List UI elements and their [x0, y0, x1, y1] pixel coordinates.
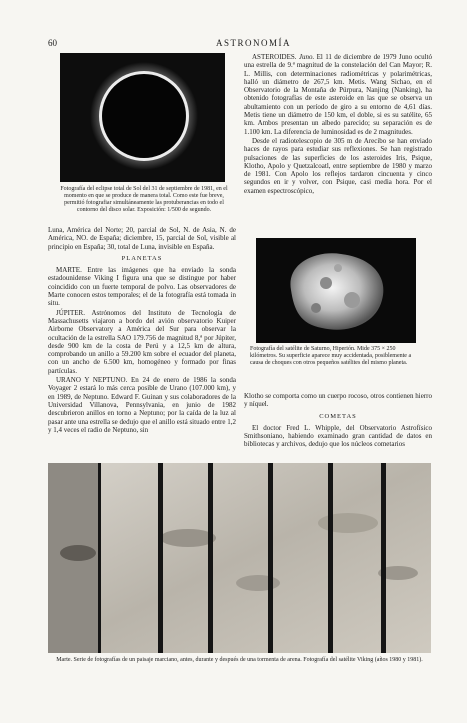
- asteroides-text: El 11 de diciembre de 1979 Juno ocultó una estrella de 9.ª magnitud de la constelación del Can Mayor; R. L. Millis, con determinaciones radiométricas y polarimétricas, halló un diámetro de 267,5 km. Metis. Wang Sichao, en el Observatorio de la Montaña de Púrpura, Nanjing (Nanking), ha obtenido fotografías de este asteroide en las que se observa un abultamiento con un período de giro a su entorno de 4,61 días. Metis tiene un diámetro de 150 km, el doble, si es su satélite, 65 km. Ambos presentan un albedo parecido; su separación es de 1.100 km. La diferencia de luminosidad es de 2 magnitudes.: [244, 53, 432, 136]
- marte-paragraph: [48, 266, 236, 307]
- marte-text: Entre las imágenes que ha enviado la sonda estadounidense Viking I figura una que se distingue por haber coincidido con un fuerte temporal de polvo. Las observadores de Marte conocen estos temporales; el de la fotografía está tomada in situ.: [48, 266, 237, 308]
- juno-label: Juno.: [298, 53, 315, 61]
- arecibo-paragraph: Desde el radiotelescopio de 305 m de Arecibo se han enviado haces de rayos para estudiar sus reflexiones. Se han registrado pulsaciones de las superficies de los asteroides Iris, Psique, Klotho, Apolo y Quetzalcoatl, entre septiembre de 1980 y marzo de 1981. Con Apolo los reflejos tardaron cincuenta y cinco segundos en ir y volver, con Psique, casi media hora. Por el examen espectroscópico,: [244, 136, 432, 195]
- mars-image: [48, 463, 431, 653]
- hyperion-photo: [256, 238, 416, 343]
- urano-paragraph: [48, 376, 236, 434]
- planetas-heading: PLANETAS: [121, 254, 163, 262]
- right-column-bottom: [244, 392, 432, 450]
- urano-label: URANO Y NEPTUNO.: [56, 376, 128, 385]
- jupiter-text: Astrónomos del Instituto de Tecnología de Massachusetts viajaron a bordo del avión observatorio Kuiper Airborne Observatory a América del Sur para observar la ocultación de la estrella SAO 179.756 de magnitud 8,ª por Júpiter, desde 900 km de la costa de Perú y a 12,5 km de altura, comprobando un anillo a 59.200 km sobre el ecuador del planeta, con un ancho de 6.500 km, homogéneo y formado por finas partículas.: [48, 308, 236, 375]
- cometas-heading: COMETAS: [319, 412, 357, 420]
- asteroides-label: ASTEROIDES.: [252, 53, 297, 61]
- eclipse-list-text: Luna, América del Norte; 20, parcial de Sol, N. de Asia, N. de América, NO. de España; diciembre, 15, parcial de Sol, visible al principio en España; 30, total de Luna, invisible en España.: [48, 226, 236, 251]
- hyperion-caption: Fotografía del satélite de Saturno, Hiperión. Mide 375 × 250 kilómetros. Su superficie aparece muy accidentada, posiblemente a causa de choques con otros pequeños satélites del mismo planeta.: [250, 346, 412, 366]
- mars-photo-series: [48, 463, 431, 653]
- cometas-text: El doctor Fred L. Whipple, del Observatorio Astrofísico Smithsoniano, habiendo examinado gran cantidad de datos en bibliotecas y archivos, dedujo que los núcleos cometarios: [244, 423, 432, 449]
- asteroides-paragraph: [244, 53, 432, 136]
- right-column-top: [244, 53, 432, 196]
- mars-caption: Marte. Serie de fotografías de un paisaje marciano, antes, durante y después de una tormenta de arena. Fotografía del satélite Viking (años 1980 y 1981).: [56, 657, 423, 663]
- left-column-top: [48, 226, 236, 435]
- eclipse-photo: [60, 53, 225, 182]
- jupiter-label: JÚPITER.: [56, 308, 85, 317]
- running-head: ASTRONOMÍA: [215, 38, 291, 48]
- marte-label: MARTE.: [56, 266, 82, 275]
- hyperion-image: [256, 238, 416, 343]
- eclipse-image: [60, 53, 225, 182]
- page-number: 60: [48, 38, 57, 48]
- jupiter-paragraph: [48, 309, 236, 375]
- eclipse-caption: Fotografía del eclipse total de Sol del 31 de septiembre de 1981, en el momento en que se produce de manera total. Como este fue breve, permitió fotografiar simultáneamente las protuberancias en todo el contorno del disco solar. Exposición: 1/500 de segundo.: [60, 186, 228, 213]
- klotho-text: Klotho se comporta como un cuerpo rocoso, otros contienen hierro y níquel.: [244, 392, 432, 409]
- urano-text: En 24 de enero de 1986 la sonda Voyager 2 estará lo más cerca posible de Urano (107.000 km), y en 1989, de Neptuno. Edward F. Guinan y sus colaboradores de la Universidad Villanova, Pennsylvania, en junio de 1982 descubrieron anillos en torno a Neptuno; por la caída de la luz al pasar ante una estrella se dedujo que el anillo está situado entre 1,2 y 1,4 veces el radio de Neptuno, sin: [48, 376, 237, 434]
